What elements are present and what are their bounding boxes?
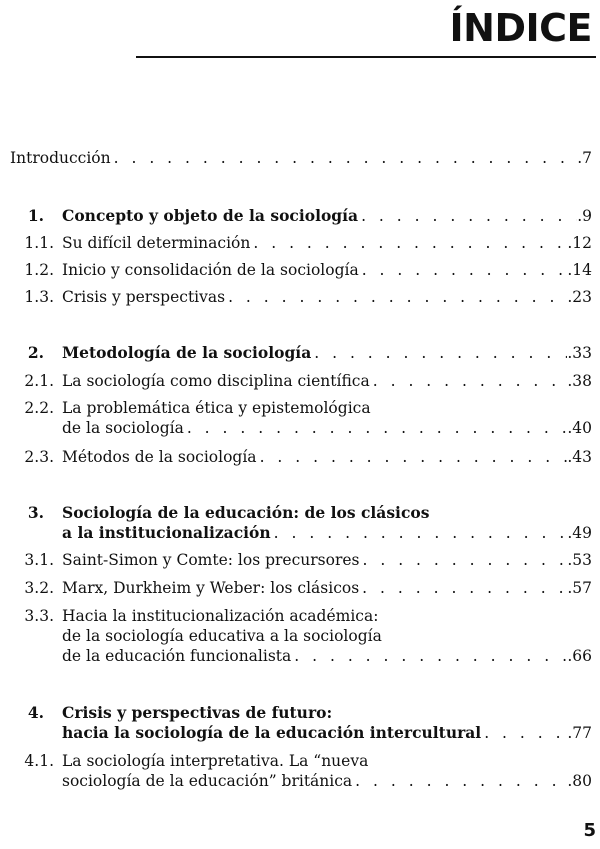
page-number: .53 xyxy=(567,551,592,569)
entry-title-line: Sociología de la educación: de los clásicos xyxy=(62,503,430,522)
entry-title: Su difícil determinación xyxy=(62,234,251,252)
section-number: 4.1. xyxy=(24,752,54,770)
section-number: 3.2. xyxy=(24,579,54,597)
entry-title-line: de la educación funcionalista xyxy=(62,647,292,665)
page-number: .66 xyxy=(567,647,592,665)
entry-title: Inicio y consolidación de la sociología xyxy=(62,261,359,279)
page-number: .38 xyxy=(567,372,592,390)
leader-dots xyxy=(257,447,568,467)
leader-dots xyxy=(352,771,567,791)
section-number: 2.1. xyxy=(24,372,54,390)
entry-title-line: Hacia la institucionalización académica: xyxy=(62,607,379,625)
leader-dots xyxy=(291,646,567,666)
entry-title-line: a la institucionalización xyxy=(62,523,271,542)
chapter-number: 3. xyxy=(27,503,44,522)
leader-dots xyxy=(359,550,567,570)
leader-dots xyxy=(359,578,567,598)
entry-title: Crisis y perspectivas xyxy=(62,288,226,306)
chapter-number: 1. xyxy=(27,206,44,225)
page-number: .43 xyxy=(567,448,592,466)
page-number: .33 xyxy=(567,344,592,362)
leader-dots xyxy=(184,418,568,438)
page-number: .9 xyxy=(577,207,592,225)
entry-title-line: La sociología interpretativa. La “nueva xyxy=(62,752,369,770)
page-number: .40 xyxy=(567,419,592,437)
chapter-number: 4. xyxy=(27,703,44,722)
leader-dots xyxy=(359,260,568,280)
index-heading: ÍNDICE xyxy=(449,6,592,50)
entry-title: La sociología como disciplina científica xyxy=(62,372,370,390)
entry-title-line: de la sociología xyxy=(62,419,184,437)
section-number: 1.1. xyxy=(24,234,54,252)
entry-title-line: hacia la sociología de la educación intercultural xyxy=(62,723,482,742)
entry-title-line: de la sociología educativa a la sociología xyxy=(62,627,382,645)
entry-title: Metodología de la sociología xyxy=(62,343,312,362)
section-number: 3.3. xyxy=(24,607,54,625)
leader-dots xyxy=(111,148,578,168)
page-number: .23 xyxy=(567,288,592,306)
entry-title: Métodos de la sociología xyxy=(62,448,257,466)
section-number: 1.2. xyxy=(24,261,54,279)
page-number: .14 xyxy=(567,261,592,279)
page-number: .12 xyxy=(567,234,592,252)
chapter-number: 2. xyxy=(27,343,44,362)
section-number: 3.1. xyxy=(24,551,54,569)
leader-dots xyxy=(225,287,567,307)
page-folio: 5 xyxy=(583,820,596,841)
leader-dots xyxy=(250,233,567,253)
entry-title: Concepto y objeto de la sociología xyxy=(62,206,359,225)
entry-title-line: Crisis y perspectivas de futuro: xyxy=(62,703,333,722)
section-number: 1.3. xyxy=(24,288,54,306)
entry-title: Introducción xyxy=(10,149,111,167)
page-number: .49 xyxy=(567,524,592,542)
page-number: .57 xyxy=(567,579,592,597)
section-number: 2.2. xyxy=(24,399,54,417)
page-number: .77 xyxy=(567,724,592,742)
entry-title-line: sociología de la educación” británica xyxy=(62,772,353,790)
leader-dots xyxy=(481,723,567,743)
entry-title-line: La problemática ética y epistemológica xyxy=(62,399,371,417)
page-number: .7 xyxy=(577,149,592,167)
table-of-contents xyxy=(10,0,592,849)
leader-dots xyxy=(311,343,567,363)
section-number: 2.3. xyxy=(24,448,54,466)
leader-dots xyxy=(271,523,568,543)
page-number: .80 xyxy=(567,772,592,790)
leader-dots xyxy=(358,206,577,226)
entry-title: Marx, Durkheim y Weber: los clásicos xyxy=(62,579,360,597)
leader-dots xyxy=(370,371,568,391)
entry-title: Saint-Simon y Comte: los precursores xyxy=(62,551,360,569)
